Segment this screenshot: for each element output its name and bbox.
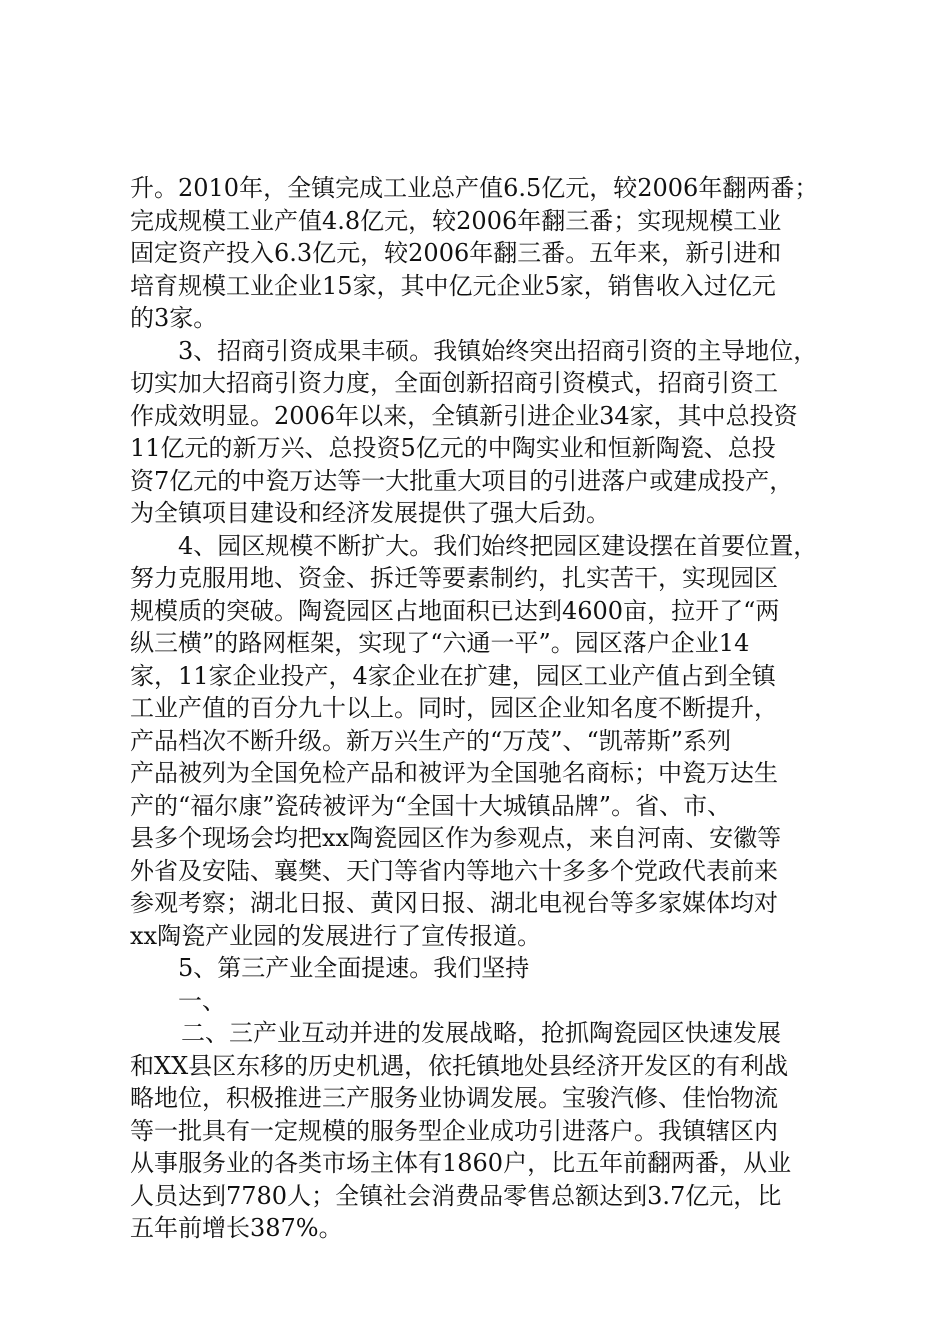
text-line: 资7亿元的中瓷万达等一大批重大项目的引进落户或建成投产， bbox=[130, 466, 794, 495]
text-line: xx陶瓷产业园的发展进行了宣传报道。 bbox=[130, 921, 542, 950]
text-line: 纵三横”的路网框架，实现了“六通一平”。园区落户企业14 bbox=[130, 629, 750, 657]
text-line: 作成效明显。2006年以来，全镇新引进企业34家，其中总投资 bbox=[130, 401, 798, 430]
text-line: 参观考察；湖北日报、黄冈日报、湖北电视台等多家媒体均对 bbox=[130, 889, 778, 917]
paragraph-start-3: 3、招商引资成果丰硕。我镇始终突出招商引资的主导地位， bbox=[178, 336, 818, 365]
paragraph-start-continued: 二、三产业互动并进的发展战略，抢抓陶瓷园区快速发展 bbox=[181, 1019, 781, 1047]
text-line: 11亿元的新万兴、总投资5亿元的中陶实业和恒新陶瓷、总投 bbox=[130, 434, 776, 462]
text-line: 规模质的突破。陶瓷园区占地面积已达到4600亩，拉开了“两 bbox=[130, 596, 780, 625]
text-line: 的3家。 bbox=[130, 304, 218, 332]
text-line: 外省及安陆、襄樊、天门等省内等地六十多多个党政代表前来 bbox=[130, 856, 778, 885]
text-line: 固定资产投入6.3亿元，较2006年翻三番。五年来，新引进和 bbox=[130, 239, 782, 267]
text-line: 家，11家企业投产，4家企业在扩建，园区工业产值占到全镇 bbox=[130, 661, 776, 690]
text-line: 工业产值的百分九十以上。同时，园区企业知名度不断提升， bbox=[130, 694, 778, 722]
text-line: 升。2010年，全镇完成工业总产值6.5亿元，较2006年翻两番； bbox=[130, 174, 819, 202]
text-line: 产品被列为全国免检产品和被评为全国驰名商标；中瓷万达生 bbox=[130, 759, 778, 787]
paragraph-start-5: 5、第三产业全面提速。我们坚持 bbox=[178, 954, 530, 982]
text-line: 等一批具有一定规模的服务型企业成功引进落户。我镇辖区内 bbox=[130, 1116, 778, 1145]
text-line: 人员达到7780人；全镇社会消费品零售总额达到3.7亿元，比 bbox=[130, 1181, 782, 1210]
text-line: 为全镇项目建设和经济发展提供了强大后劲。 bbox=[130, 499, 610, 527]
text-line: 产的“福尔康”瓷砖被评为“全国十大城镇品牌”。省、市、 bbox=[130, 791, 732, 820]
paragraph-start-4: 4、园区规模不断扩大。我们始终把园区建设摆在首要位置， bbox=[178, 531, 818, 560]
text-line: 培育规模工业企业15家，其中亿元企业5家，销售收入过亿元 bbox=[130, 271, 776, 300]
text-line: 努力克服用地、资金、拆迁等要素制约，扎实苦干，实现园区 bbox=[130, 564, 778, 592]
document-body bbox=[130, 172, 830, 1245]
text-line: 产品档次不断升级。新万兴生产的“万茂”、“凯蒂斯”系列 bbox=[130, 726, 732, 755]
text-line: 一、 bbox=[178, 986, 226, 1015]
text-line: 完成规模工业产值4.8亿元，较2006年翻三番；实现规模工业 bbox=[130, 206, 782, 235]
text-line: 五年前增长387%。 bbox=[130, 1214, 343, 1242]
text-line: 从事服务业的各类市场主体有1860户，比五年前翻两番，从业 bbox=[130, 1149, 792, 1177]
text-line: 和XX县区东移的历史机遇，依托镇地处县经济开发区的有利战 bbox=[130, 1051, 789, 1080]
text-line: 略地位，积极推进三产服务业协调发展。宝骏汽修、佳怡物流 bbox=[130, 1084, 778, 1112]
text-line: 切实加大招商引资力度，全面创新招商引资模式，招商引资工 bbox=[130, 369, 778, 397]
text-line: 县多个现场会均把xx陶瓷园区作为参观点，来自河南、安徽等 bbox=[130, 824, 782, 852]
